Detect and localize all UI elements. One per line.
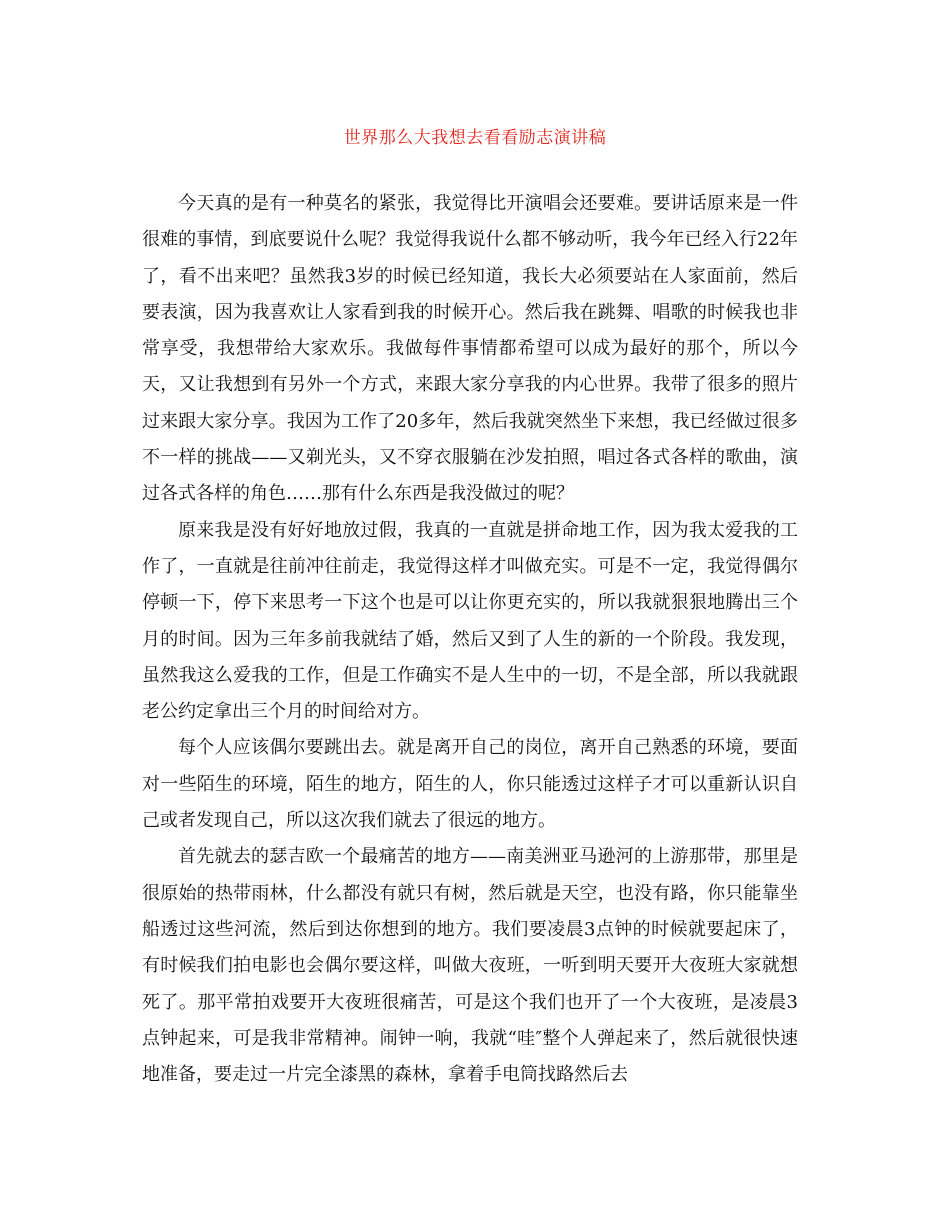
paragraph: 原来我是没有好好地放过假，我真的一直就是拼命地工作，因为我太爱我的工作了，一直就是往前冲往前走，我觉得这样才叫做充实。可是不一定，我觉得偶尔停顿一下，停下来思考一下这个也是可以让你更充实的，所以我就狠狠地腾出三个月的时间。因为三年多前我就结了婚，然后又到了人生的新的一个阶段。我发现，虽然我这么爱我的工作，但是工作确实不是人生中的一切，不是全部，所以我就跟老公约定拿出三个月的时间给对方。 [142, 519, 798, 723]
document-body [142, 186, 798, 1093]
paragraph: 首先就去的瑟吉欧一个最痛苦的地方——南美洲亚马逊河的上游那带，那里是很原始的热带雨林，什么都没有就只有树，然后就是天空，也没有路，你只能靠坐船透过这些河流，然后到达你想到的地方。我们要凌晨3点钟的时候就要起床了，有时候我们拍电影也会偶尔要这样，叫做大夜班，一听到明天要开大夜班大家就想死了。那平常拍戏要开大夜班很痛苦，可是这个我们也开了一个大夜班，是凌晨3点钟起来，可是我非常精神。闹钟一响，我就“哇″整个人弹起来了，然后就很快速地准备，要走过一片完全漆黑的森林，拿着手电筒找路然后去 [142, 846, 798, 1086]
paragraph: 今天真的是有一种莫名的紧张，我觉得比开演唱会还要难。要讲话原来是一件很难的事情，到底要说什么呢？我觉得我说什么都不够动听，我今年已经入行22年了，看不出来吧？虽然我3岁的时候已经知道，我长大必须要站在人家面前，然后要表演，因为我喜欢让人家看到我的时候开心。然后我在跳舞、唱歌的时候我也非常享受，我想带给大家欢乐。我做每件事情都希望可以成为最好的那个，所以今天，又让我想到有另外一个方式，来跟大家分享我的内心世界。我带了很多的照片过来跟大家分享。我因为工作了20多年，然后我就突然坐下来想，我已经做过很多不一样的挑战——又剃光头，又不穿衣服躺在沙发拍照，唱过各式各样的歌曲，演过各式各样的角色……那有什么东西是我没做过的呢？ [142, 193, 798, 505]
document-title: 世界那么大我想去看看励志演讲稿 [343, 128, 607, 148]
paragraph: 每个人应该偶尔要跳出去。就是离开自己的岗位，离开自己熟悉的环境，要面对一些陌生的环境，陌生的地方，陌生的人，你只能透过这样子才可以重新认识自己或者发现自己，所以这次我们就去了很远的地方。 [142, 737, 798, 832]
